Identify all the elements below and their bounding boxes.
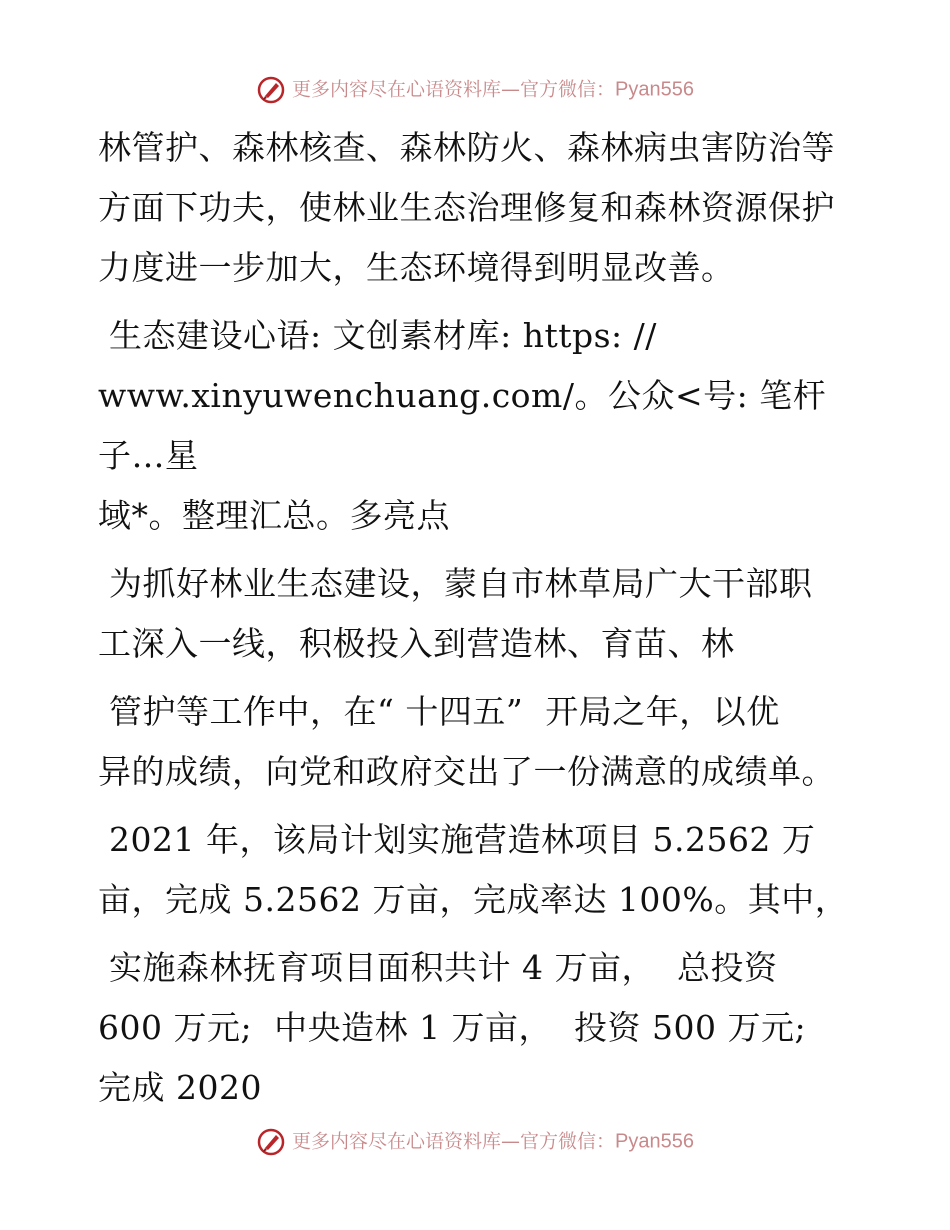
text-line: 方面下功夫，使林业生态治理修复和森林资源保护 (98, 188, 835, 227)
text-line: 为抓好林业生态建设，蒙自市林草局广大干部职 (98, 564, 813, 603)
watermark-wechat-id: Pyan556 (615, 1130, 694, 1153)
paragraph (98, 118, 858, 298)
paragraph (98, 682, 858, 802)
pen-logo-icon (256, 75, 286, 105)
text-line: 力度进一步加大，生态环境得到明显改善。 (98, 248, 735, 287)
text-line: 2021 年，该局计划实施营造林项目 5.2562 万 (98, 820, 816, 859)
text-line: 异的成绩，向党和政府交出了一份满意的成绩单。 (98, 752, 835, 791)
text-line: 实施森林抚育项目面积共计 4 万亩， 总投资 (98, 948, 778, 987)
text-line: 生态建设心语: 文创素材库: https: // (98, 316, 657, 355)
text-line: 完成 2020 (98, 1068, 262, 1107)
text-line: 管护等工作中，在“ 十四五” 开局之年，以优 (98, 692, 780, 731)
text-line: 域*。整理汇总。多亮点 (98, 496, 450, 535)
watermark-wechat-id: Pyan556 (615, 78, 694, 101)
watermark-text: 更多内容尽在心语资料库—官方微信： (292, 1130, 616, 1153)
header-watermark (0, 74, 950, 105)
text-line: 600 万元; 中央造林 1 万亩， 投资 500 万元; (98, 1008, 807, 1047)
text-line: 林管护、森林核查、森林防火、森林病虫害防治等 (98, 128, 835, 167)
pen-logo-icon (256, 1127, 286, 1157)
text-line: www.xinyuwenchuang.com/。公众<号: 笔杆子…星 (98, 376, 827, 475)
paragraph (98, 554, 858, 674)
text-line: 工深入一线，积极投入到营造林、育苗、林 (98, 624, 735, 663)
paragraph (98, 306, 858, 546)
document-body (98, 118, 858, 1118)
text-line: 亩，完成 5.2562 万亩，完成率达 100%。其中， (98, 880, 849, 919)
paragraph (98, 938, 858, 1118)
paragraph (98, 810, 858, 930)
footer-watermark (0, 1126, 950, 1157)
watermark-text: 更多内容尽在心语资料库—官方微信： (292, 78, 616, 101)
